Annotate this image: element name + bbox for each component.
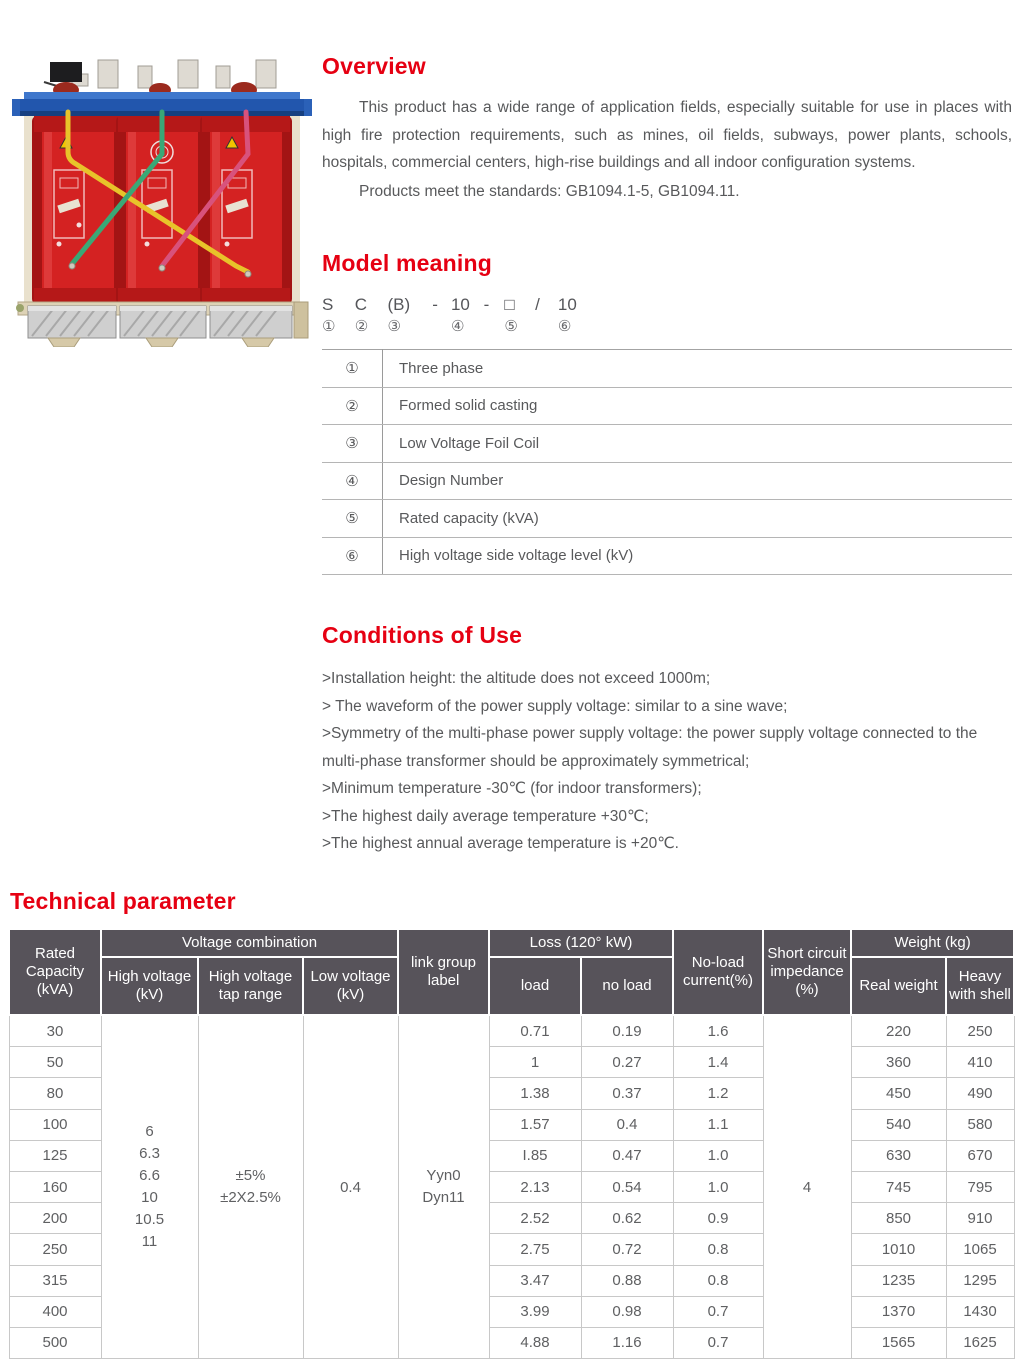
cell-capacity: 400	[9, 1296, 101, 1327]
cell-capacity: 160	[9, 1171, 101, 1202]
model-row-number: ②	[322, 387, 383, 425]
cell-heavy-shell: 1065	[946, 1234, 1014, 1265]
cell-real-weight: 1370	[851, 1296, 946, 1327]
cell-tap-range-merged: ±5% ±2X2.5%	[198, 1015, 303, 1359]
technical-parameter-table	[8, 928, 1015, 1359]
standards-line: Products meet the standards: GB1094.1-5, GB1094.11.	[359, 182, 740, 200]
cell-real-weight: 850	[851, 1203, 946, 1234]
cell-heavy-shell: 1295	[946, 1265, 1014, 1296]
condition-item: > The waveform of the power supply voltage: similar to a sine wave;	[322, 697, 788, 715]
cell-load: 2.13	[489, 1171, 581, 1202]
col-header-low-voltage: Low voltage (kV)	[303, 957, 398, 1015]
code-token: -	[483, 295, 490, 314]
cell-capacity: 200	[9, 1203, 101, 1234]
cell-capacity: 125	[9, 1140, 101, 1171]
cell-low-voltage-merged: 0.4	[303, 1015, 398, 1359]
cell-real-weight: 1010	[851, 1234, 946, 1265]
cell-heavy-shell: 580	[946, 1109, 1014, 1140]
condition-item: >Installation height: the altitude does not exceed 1000m;	[322, 670, 711, 687]
model-row	[322, 350, 1012, 388]
code-token: -	[432, 295, 438, 314]
cell-real-weight: 360	[851, 1047, 946, 1078]
condition-item: >Symmetry of the multi-phase power supply voltage: the power supply voltage connected to the multi-phase transformer should be approximately symmetrical;	[322, 725, 978, 770]
cell-real-weight: 630	[851, 1140, 946, 1171]
model-row-desc: Formed solid casting	[383, 387, 1013, 425]
code-token: 10 ④	[450, 295, 470, 335]
code-token: S ①	[322, 295, 336, 335]
cell-current: 1.4	[673, 1047, 763, 1078]
cell-no-load: 0.47	[581, 1140, 673, 1171]
cell-no-load: 0.62	[581, 1203, 673, 1234]
overview-paragraph: This product has a wide range of application fields, especially suitable for use in places with high fire protection requirements, such as mines, oil fields, subways, power plants, schools, hospitals, commercial centers, high-rise buildings and all indoor configuration systems.	[322, 99, 1012, 171]
cell-capacity: 100	[9, 1109, 101, 1140]
transformer-illustration	[10, 52, 312, 347]
model-meaning-table	[322, 349, 1012, 575]
cell-heavy-shell: 250	[946, 1015, 1014, 1047]
model-row-desc: Three phase	[383, 350, 1013, 388]
model-row-desc: Design Number	[383, 462, 1013, 500]
cell-real-weight: 450	[851, 1078, 946, 1109]
model-row-desc: Low Voltage Foil Coil	[383, 425, 1013, 463]
transformer-photo	[10, 52, 312, 347]
cell-no-load: 0.27	[581, 1047, 673, 1078]
cell-impedance-merged: 4	[763, 1015, 851, 1359]
content-column	[322, 53, 1012, 858]
model-row-desc: Rated capacity (kVA)	[383, 500, 1013, 538]
condition-item: >The highest daily average temperature +30℃;	[322, 807, 649, 825]
col-header-loss: Loss (120° kW)	[489, 929, 673, 957]
model-row-number: ①	[322, 350, 383, 388]
col-header-weight: Weight (kg)	[851, 929, 1014, 957]
model-row	[322, 387, 1012, 425]
condition-item: >Minimum temperature -30℃ (for indoor transformers);	[322, 780, 702, 797]
cell-no-load: 0.37	[581, 1078, 673, 1109]
model-meaning-heading: Model meaning	[322, 250, 493, 276]
cell-real-weight: 1235	[851, 1265, 946, 1296]
cell-current: 0.8	[673, 1234, 763, 1265]
cell-heavy-shell: 1430	[946, 1296, 1014, 1327]
cell-no-load: 0.54	[581, 1171, 673, 1202]
code-token: C ②	[354, 295, 369, 335]
cell-capacity: 315	[9, 1265, 101, 1296]
cell-no-load: 0.72	[581, 1234, 673, 1265]
col-header-link-group: link group label	[398, 929, 489, 1015]
cell-load: 3.99	[489, 1296, 581, 1327]
cell-real-weight: 540	[851, 1109, 946, 1140]
model-row-desc: High voltage side voltage level (kV)	[383, 537, 1013, 575]
model-row	[322, 462, 1012, 500]
cell-capacity: 80	[9, 1078, 101, 1109]
code-token: (B) ③	[387, 295, 411, 335]
cell-real-weight: 1565	[851, 1327, 946, 1358]
table-header-row-2	[9, 957, 1014, 1015]
col-header-no-load: no load	[581, 957, 673, 1015]
code-token: 10 ⑥	[557, 295, 577, 335]
col-header-voltage-combination: Voltage combination	[101, 929, 398, 957]
cooling-fans	[28, 306, 292, 338]
cell-no-load: 1.16	[581, 1327, 673, 1358]
table-header-row-1	[9, 929, 1014, 957]
model-row-number: ④	[322, 462, 383, 500]
cell-no-load: 0.19	[581, 1015, 673, 1047]
model-row-number: ③	[322, 425, 383, 463]
model-row	[322, 425, 1012, 463]
cell-load: 4.88	[489, 1327, 581, 1358]
cell-no-load: 0.4	[581, 1109, 673, 1140]
cell-current: 1.1	[673, 1109, 763, 1140]
control-box	[50, 62, 82, 82]
model-row-number: ⑤	[322, 500, 383, 538]
overview-heading: Overview	[322, 53, 426, 79]
cell-load: 1.57	[489, 1109, 581, 1140]
cell-heavy-shell: 410	[946, 1047, 1014, 1078]
cell-current: 0.7	[673, 1296, 763, 1327]
cell-load: 3.47	[489, 1265, 581, 1296]
cell-heavy-shell: 795	[946, 1171, 1014, 1202]
technical-parameter-section	[8, 888, 1013, 1359]
model-row	[322, 500, 1012, 538]
cell-capacity: 50	[9, 1047, 101, 1078]
cell-current: 1.6	[673, 1015, 763, 1047]
cell-capacity: 500	[9, 1327, 101, 1358]
table-row	[9, 1015, 1014, 1047]
cell-load: 1.38	[489, 1078, 581, 1109]
model-row-number: ⑥	[322, 537, 383, 575]
cell-heavy-shell: 1625	[946, 1327, 1014, 1358]
cell-no-load: 0.98	[581, 1296, 673, 1327]
cell-current: 1.0	[673, 1140, 763, 1171]
cell-load: I.85	[489, 1140, 581, 1171]
cell-current: 0.9	[673, 1203, 763, 1234]
col-header-load: load	[489, 957, 581, 1015]
code-token: □ ⑤	[504, 295, 518, 335]
col-header-rated-capacity: Rated Capacity (kVA)	[9, 929, 101, 1015]
col-header-tap-range: High voltage tap range	[198, 957, 303, 1015]
mounting-feet	[48, 338, 274, 347]
cell-capacity: 30	[9, 1015, 101, 1047]
cell-capacity: 250	[9, 1234, 101, 1265]
model-row	[322, 537, 1012, 575]
cell-current: 0.8	[673, 1265, 763, 1296]
cell-link-group-merged: Yyn0 Dyn11	[398, 1015, 489, 1359]
condition-item: >The highest annual average temperature is +20℃.	[322, 835, 679, 852]
cell-current: 1.2	[673, 1078, 763, 1109]
cell-load: 1	[489, 1047, 581, 1078]
code-token: /	[535, 295, 540, 314]
cell-heavy-shell: 490	[946, 1078, 1014, 1109]
cell-load: 2.75	[489, 1234, 581, 1265]
model-code-line	[322, 294, 1012, 338]
conditions-list	[322, 665, 1012, 858]
cell-heavy-shell: 670	[946, 1140, 1014, 1171]
cell-current: 1.0	[673, 1171, 763, 1202]
cell-real-weight: 220	[851, 1015, 946, 1047]
cell-load: 0.71	[489, 1015, 581, 1047]
col-header-real-weight: Real weight	[851, 957, 946, 1015]
cell-heavy-shell: 910	[946, 1203, 1014, 1234]
cell-no-load: 0.88	[581, 1265, 673, 1296]
cell-real-weight: 745	[851, 1171, 946, 1202]
col-header-no-load-current: No-load current(%)	[673, 929, 763, 1015]
cell-load: 2.52	[489, 1203, 581, 1234]
conditions-heading: Conditions of Use	[322, 622, 523, 648]
col-header-heavy-with-shell: Heavy with shell	[946, 957, 1014, 1015]
technical-parameter-heading: Technical parameter	[10, 888, 236, 914]
col-header-high-voltage: High voltage (kV)	[101, 957, 198, 1015]
cell-current: 0.7	[673, 1327, 763, 1358]
cell-high-voltage-merged: 6 6.3 6.6 10 10.5 11	[101, 1015, 198, 1359]
col-header-short-circuit-impedance: Short circuit impedance (%)	[763, 929, 851, 1015]
